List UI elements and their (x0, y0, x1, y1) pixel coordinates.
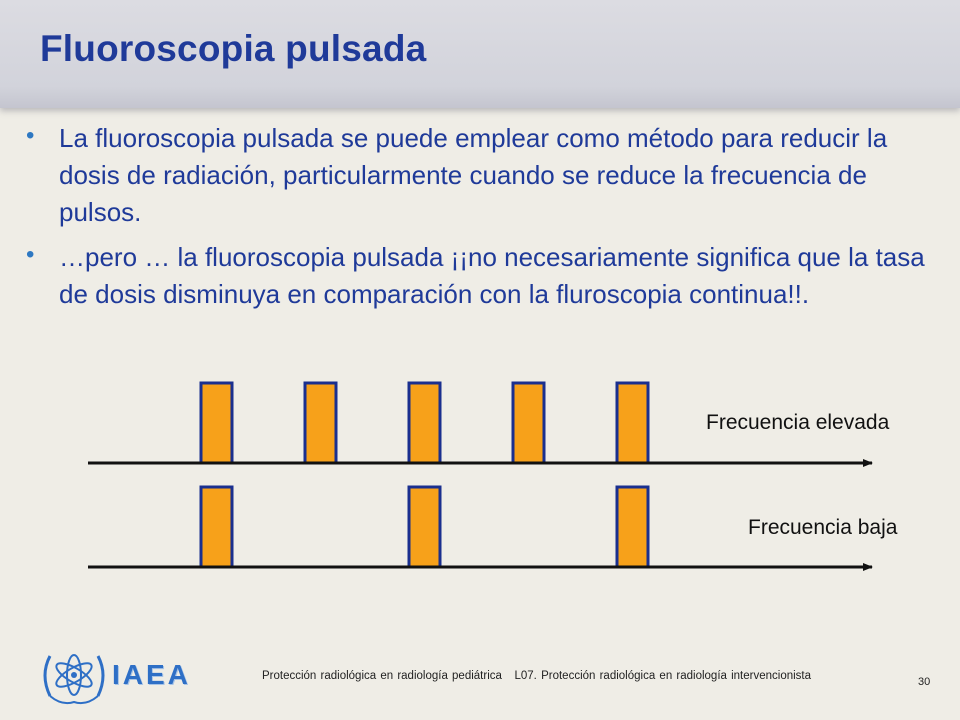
footer-course: Protección radiológica en radiología pediátrica (262, 670, 502, 682)
bullet-marker-icon: • (26, 241, 35, 268)
low-frequency-label: Frecuencia baja (748, 516, 898, 539)
page-number: 30 (918, 676, 931, 688)
pulse-bar (617, 487, 648, 567)
slide-title: Fluoroscopia pulsada (40, 28, 427, 69)
bullet-list (26, 120, 946, 321)
pulse-diagram (0, 370, 960, 590)
bullet-marker-icon: • (26, 122, 35, 149)
footer-course-lecture (262, 670, 811, 682)
pulse-diagram-svg (0, 370, 960, 590)
pulse-bar (201, 383, 232, 463)
high-frequency-pulses (201, 383, 648, 463)
atom-laurel-icon (36, 642, 112, 708)
low-frequency-pulses (201, 487, 648, 567)
pulse-bar (409, 383, 440, 463)
slide-header (0, 0, 960, 108)
bullet-item (26, 239, 946, 313)
pulse-bar (617, 383, 648, 463)
footer-lecture: L07. Protección radiológica en radiología intervencionista (514, 670, 812, 682)
pulse-bar (201, 487, 232, 567)
iaea-logo-text: IAEA (112, 659, 191, 690)
pulse-bar (513, 383, 544, 463)
pulse-bar (409, 487, 440, 567)
bullet-text: La fluoroscopia pulsada se puede emplear como método para reducir la dosis de radiación, particularmente cuando se reduce la frecuencia de pulsos. (59, 123, 888, 227)
bullet-text: …pero … la fluoroscopia pulsada ¡¡no necesariamente significa que la tasa de dosis disminuya en comparación con la fluroscopia continua!!. (59, 242, 925, 309)
bullet-item (26, 120, 946, 231)
high-frequency-label: Frecuencia elevada (706, 411, 890, 434)
pulse-bar (305, 383, 336, 463)
